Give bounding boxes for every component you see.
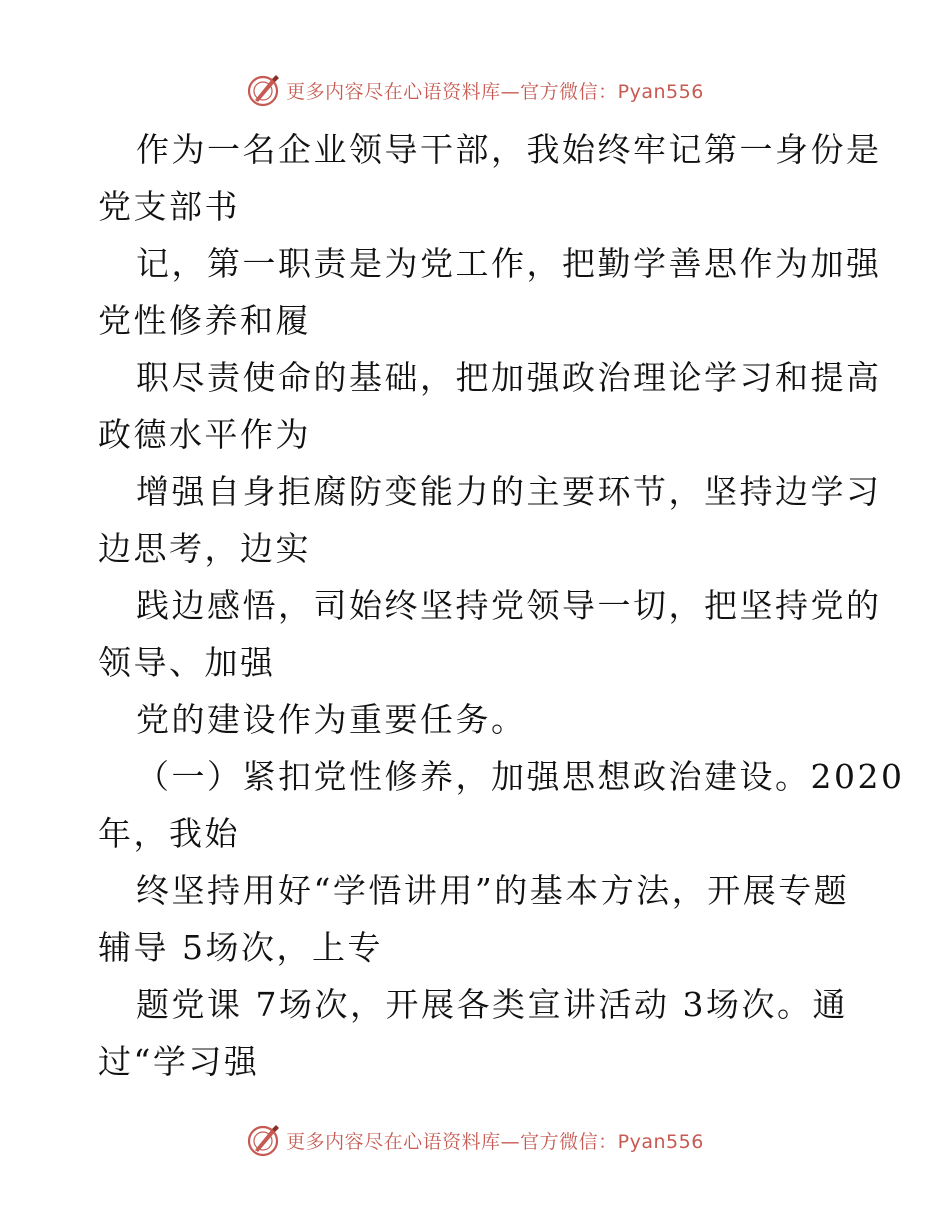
red-pen-seal-icon (246, 1123, 280, 1157)
text-line: 党性修养和履 (98, 301, 311, 340)
header-watermark (0, 70, 950, 110)
text-line: 终坚持用好“学悟讲用”的基本方法，开展专题 (136, 871, 850, 910)
text-line: 党的建设作为重要任务。 (136, 700, 527, 739)
watermark-text: 更多内容尽在心语资料库—官方微信：Pyan556 (286, 80, 704, 103)
text-line: 职尽责使命的基础，把加强政治理论学习和提高 (136, 358, 882, 397)
text-line: 践边感悟，司始终坚持党领导一切，把坚持党的 (136, 586, 882, 625)
text-line: 题党课 7场次，开展各类宣讲活动 3场次。通 (136, 985, 848, 1024)
text-line: 作为一名企业领导干部，我始终牢记第一身份是 (136, 130, 882, 169)
text-line: 领导、加强 (98, 643, 276, 682)
text-line: 边思考，边实 (98, 529, 311, 568)
text-line: 党支部书 (98, 187, 240, 226)
text-line: 政德水平作为 (98, 415, 311, 454)
footer-watermark (0, 1120, 950, 1160)
text-line: 辅导 5场次，上专 (98, 928, 383, 967)
text-line: （一）紧扣党性修养，加强思想政治建设。2020 (136, 757, 905, 796)
text-line: 年，我始 (98, 814, 240, 853)
watermark-text: 更多内容尽在心语资料库—官方微信：Pyan556 (286, 1130, 704, 1153)
text-line: 记，第一职责是为党工作，把勤学善思作为加强 (136, 244, 882, 283)
text-line: 增强自身拒腐防变能力的主要环节，坚持边学习 (136, 472, 882, 511)
red-pen-seal-icon (246, 73, 280, 107)
text-line: 过“学习强 (98, 1042, 260, 1081)
